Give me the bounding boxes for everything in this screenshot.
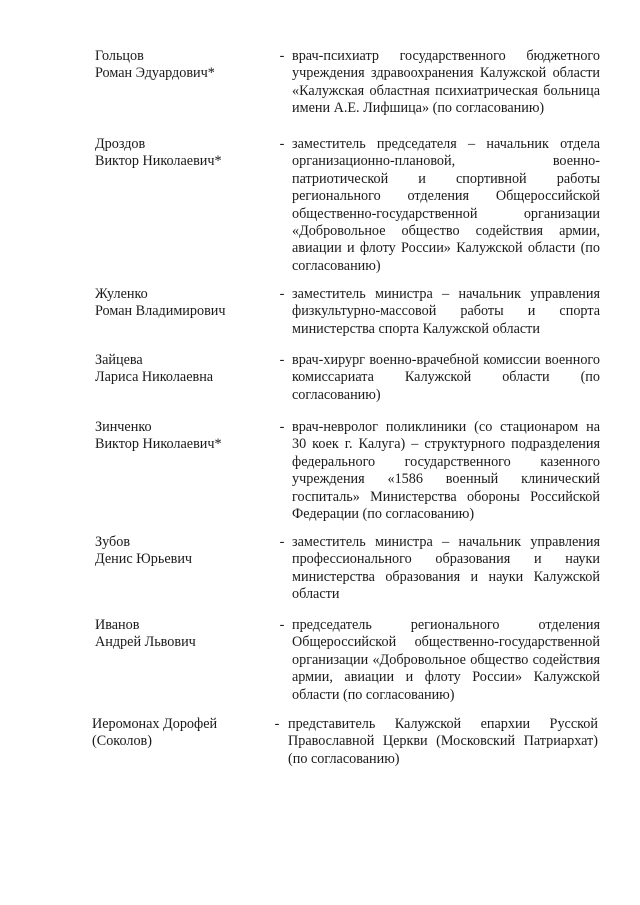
member-surname: Зубов (95, 534, 131, 550)
member-name (92, 716, 272, 751)
member-given-name: Роман Эдуардович* (95, 65, 215, 82)
member-surname: Гольцов (95, 48, 144, 64)
member-secular-surname: (Соколов) (92, 733, 152, 750)
member-position: заместитель председателя – начальник отдела организационно-плановой, военно-патриотической и спортивной работы регионального отделения Общероссийской общественно-государственной организации «Добровольное общество содействия армии, авиации и флоту России» Калужской области (по согласованию) (292, 136, 600, 274)
list-dash: - (279, 136, 285, 152)
member-position: врач-психиатр государственного бюджетного учреждения здравоохранения Калужской области «Калужская областная психиатрическая больница имени А.Е. Лифшица» (по согласованию) (292, 48, 600, 117)
member-title-and-name: Иеромонах Дорофей (92, 716, 218, 732)
member-position: заместитель министра – начальник управления физкультурно-массовой работы и спорта министерства спорта Калужской области (292, 286, 600, 337)
member-name (95, 617, 275, 652)
member-given-name: Денис Юрьевич (95, 551, 193, 568)
member-name (95, 48, 275, 83)
member-position: врач-невролог поликлиники (со стационаром на 30 коек г. Калуга) – структурного подразделения федерального государственного казенного учреждения «1586 военный клинический госпиталь» Министерства обороны Российской Федерации (по согласованию) (292, 419, 600, 523)
member-given-name: Виктор Николаевич* (95, 153, 222, 170)
member-position: заместитель министра – начальник управления профессионального образования и науки министерства образования и науки Калужской области (292, 534, 600, 603)
member-name (95, 286, 275, 321)
member-surname: Зинченко (95, 419, 152, 435)
list-dash: - (279, 286, 285, 302)
member-given-name: Виктор Николаевич* (95, 436, 222, 453)
list-dash: - (279, 419, 285, 435)
member-given-name: Роман Владимирович (95, 303, 226, 320)
member-surname: Жуленко (95, 286, 148, 302)
list-dash: - (279, 352, 285, 368)
member-name (95, 419, 275, 454)
list-dash: - (279, 48, 285, 64)
member-position: врач-хирург военно-врачебной комиссии военного комиссариата Калужской области (по согласованию) (292, 352, 600, 403)
member-given-name: Лариса Николаевна (95, 369, 214, 386)
member-position: председатель регионального отделения Общероссийской общественно-государственной организации «Добровольное общество содействия армии, авиации и флоту России» Калужской области (по согласованию) (292, 617, 600, 703)
member-name (95, 534, 275, 569)
member-surname: Иванов (95, 617, 140, 633)
member-surname: Дроздов (95, 136, 146, 152)
list-dash: - (274, 716, 280, 732)
member-name (95, 352, 275, 387)
member-position: представитель Калужской епархии Русской Православной Церкви (Московский Патриархат) (по согласованию) (288, 716, 598, 767)
list-dash: - (279, 617, 285, 633)
list-dash: - (279, 534, 285, 550)
member-surname: Зайцева (95, 352, 143, 368)
member-given-name: Андрей Львович (95, 634, 196, 651)
member-name (95, 136, 275, 171)
